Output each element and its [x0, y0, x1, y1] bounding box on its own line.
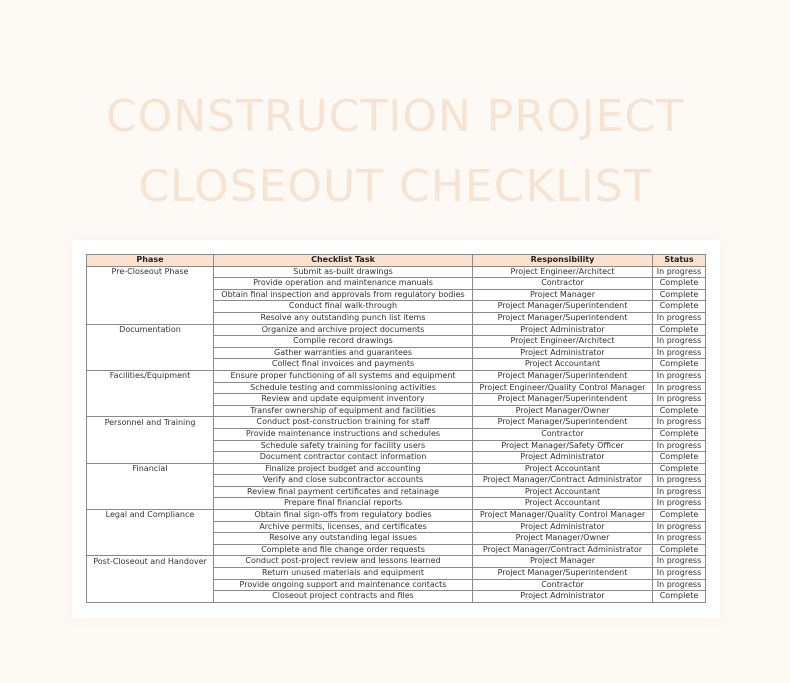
status-cell: In progress — [653, 394, 706, 406]
task-cell: Return unused materials and equipment — [214, 568, 473, 580]
table-row — [87, 533, 706, 545]
phase-cell — [87, 301, 214, 313]
status-cell: In progress — [653, 568, 706, 580]
responsibility-cell: Project Accountant — [473, 463, 653, 475]
phase-cell: Documentation — [87, 324, 214, 336]
responsibility-cell: Project Administrator — [473, 347, 653, 359]
phase-cell — [87, 498, 214, 510]
phase-cell: Pre-Closeout Phase — [87, 266, 214, 278]
phase-cell: Legal and Compliance — [87, 510, 214, 522]
title-line-1: CONSTRUCTION PROJECT — [105, 91, 685, 142]
task-cell: Obtain final inspection and approvals from regulatory bodies — [214, 289, 473, 301]
responsibility-cell: Project Engineer/Architect — [473, 336, 653, 348]
phase-cell — [87, 475, 214, 487]
header-responsibility: Responsibility — [473, 255, 653, 267]
table-row — [87, 278, 706, 290]
task-cell: Review final payment certificates and retainage — [214, 486, 473, 498]
table-body — [87, 266, 706, 602]
phase-cell — [87, 544, 214, 556]
status-cell: Complete — [653, 452, 706, 464]
task-cell: Document contractor contact information — [214, 452, 473, 464]
status-cell: In progress — [653, 312, 706, 324]
responsibility-cell: Project Administrator — [473, 452, 653, 464]
table-row — [87, 510, 706, 522]
task-cell: Schedule safety training for facility users — [214, 440, 473, 452]
table-row — [87, 428, 706, 440]
task-cell: Compile record drawings — [214, 336, 473, 348]
table-row — [87, 347, 706, 359]
table-row — [87, 405, 706, 417]
table-row — [87, 359, 706, 371]
status-cell: Complete — [653, 510, 706, 522]
title-line-2: CLOSEOUT CHECKLIST — [138, 161, 652, 212]
responsibility-cell: Project Administrator — [473, 521, 653, 533]
table-row — [87, 463, 706, 475]
task-cell: Ensure proper functioning of all systems and equipment — [214, 370, 473, 382]
status-cell: Complete — [653, 463, 706, 475]
phase-cell — [87, 521, 214, 533]
table-row — [87, 417, 706, 429]
table-row — [87, 382, 706, 394]
table-row — [87, 521, 706, 533]
phase-cell: Financial — [87, 463, 214, 475]
responsibility-cell: Project Manager/Superintendent — [473, 312, 653, 324]
header-checklist-task: Checklist Task — [214, 255, 473, 267]
table-row — [87, 266, 706, 278]
phase-cell — [87, 486, 214, 498]
status-cell: Complete — [653, 405, 706, 417]
responsibility-cell: Project Administrator — [473, 324, 653, 336]
status-cell: In progress — [653, 440, 706, 452]
table-row — [87, 289, 706, 301]
table-row — [87, 486, 706, 498]
table-row — [87, 312, 706, 324]
table-row — [87, 452, 706, 464]
responsibility-cell: Project Manager/Safety Officer — [473, 440, 653, 452]
table-row — [87, 579, 706, 591]
phase-cell — [87, 336, 214, 348]
responsibility-cell: Project Manager — [473, 289, 653, 301]
table-row — [87, 324, 706, 336]
status-cell: In progress — [653, 382, 706, 394]
table-row — [87, 370, 706, 382]
status-cell: In progress — [653, 498, 706, 510]
task-cell: Finalize project budget and accounting — [214, 463, 473, 475]
task-cell: Provide ongoing support and maintenance contacts — [214, 579, 473, 591]
task-cell: Resolve any outstanding legal issues — [214, 533, 473, 545]
phase-cell — [87, 579, 214, 591]
phase-cell — [87, 382, 214, 394]
task-cell: Conduct final walk-through — [214, 301, 473, 313]
table-row — [87, 475, 706, 487]
responsibility-cell: Project Manager/Owner — [473, 405, 653, 417]
status-cell: In progress — [653, 556, 706, 568]
responsibility-cell: Project Manager/Superintendent — [473, 301, 653, 313]
table-row — [87, 568, 706, 580]
status-cell: In progress — [653, 347, 706, 359]
phase-cell — [87, 312, 214, 324]
task-cell: Review and update equipment inventory — [214, 394, 473, 406]
status-cell: Complete — [653, 428, 706, 440]
responsibility-cell: Project Manager/Contract Administrator — [473, 475, 653, 487]
page-title — [0, 82, 790, 222]
phase-cell — [87, 394, 214, 406]
task-cell: Schedule testing and commissioning activities — [214, 382, 473, 394]
responsibility-cell: Project Engineer/Quality Control Manager — [473, 382, 653, 394]
status-cell: In progress — [653, 266, 706, 278]
task-cell: Provide maintenance instructions and schedules — [214, 428, 473, 440]
responsibility-cell: Project Accountant — [473, 498, 653, 510]
table-row — [87, 440, 706, 452]
task-cell: Complete and file change order requests — [214, 544, 473, 556]
status-cell: In progress — [653, 579, 706, 591]
table-row — [87, 336, 706, 348]
phase-cell — [87, 533, 214, 545]
responsibility-cell: Project Manager/Superintendent — [473, 394, 653, 406]
status-cell: In progress — [653, 475, 706, 487]
responsibility-cell: Project Manager/Superintendent — [473, 568, 653, 580]
responsibility-cell: Project Manager/Superintendent — [473, 417, 653, 429]
responsibility-cell: Contractor — [473, 579, 653, 591]
checklist-table — [86, 254, 706, 603]
header-status: Status — [653, 255, 706, 267]
responsibility-cell: Contractor — [473, 278, 653, 290]
status-cell: In progress — [653, 336, 706, 348]
table-row — [87, 394, 706, 406]
responsibility-cell: Project Engineer/Architect — [473, 266, 653, 278]
table-row — [87, 556, 706, 568]
phase-cell — [87, 440, 214, 452]
status-cell: Complete — [653, 289, 706, 301]
status-cell: In progress — [653, 533, 706, 545]
task-cell: Collect final invoices and payments — [214, 359, 473, 371]
table-row — [87, 301, 706, 313]
responsibility-cell: Project Manager/Contract Administrator — [473, 544, 653, 556]
status-cell: Complete — [653, 544, 706, 556]
status-cell: Complete — [653, 591, 706, 603]
table-row — [87, 498, 706, 510]
phase-cell — [87, 289, 214, 301]
task-cell: Organize and archive project documents — [214, 324, 473, 336]
task-cell: Submit as-built drawings — [214, 266, 473, 278]
phase-cell — [87, 591, 214, 603]
phase-cell — [87, 347, 214, 359]
responsibility-cell: Contractor — [473, 428, 653, 440]
table-row — [87, 591, 706, 603]
responsibility-cell: Project Manager/Quality Control Manager — [473, 510, 653, 522]
phase-cell — [87, 278, 214, 290]
responsibility-cell: Project Accountant — [473, 359, 653, 371]
task-cell: Prepare final financial reports — [214, 498, 473, 510]
phase-cell — [87, 452, 214, 464]
phase-cell — [87, 428, 214, 440]
status-cell: Complete — [653, 278, 706, 290]
table-header-row — [87, 255, 706, 267]
status-cell: Complete — [653, 301, 706, 313]
task-cell: Conduct post-construction training for staff — [214, 417, 473, 429]
phase-cell: Facilities/Equipment — [87, 370, 214, 382]
status-cell: In progress — [653, 521, 706, 533]
status-cell: In progress — [653, 417, 706, 429]
task-cell: Closeout project contracts and files — [214, 591, 473, 603]
task-cell: Provide operation and maintenance manuals — [214, 278, 473, 290]
phase-cell — [87, 359, 214, 371]
header-phase: Phase — [87, 255, 214, 267]
responsibility-cell: Project Manager/Owner — [473, 533, 653, 545]
phase-cell: Post-Closeout and Handover — [87, 556, 214, 568]
responsibility-cell: Project Accountant — [473, 486, 653, 498]
phase-cell — [87, 568, 214, 580]
checklist-card — [72, 240, 720, 618]
task-cell: Verify and close subcontractor accounts — [214, 475, 473, 487]
task-cell: Obtain final sign-offs from regulatory bodies — [214, 510, 473, 522]
table-row — [87, 544, 706, 556]
task-cell: Conduct post-project review and lessons learned — [214, 556, 473, 568]
status-cell: In progress — [653, 486, 706, 498]
phase-cell — [87, 405, 214, 417]
responsibility-cell: Project Manager/Superintendent — [473, 370, 653, 382]
status-cell: In progress — [653, 370, 706, 382]
phase-cell: Personnel and Training — [87, 417, 214, 429]
task-cell: Archive permits, licenses, and certificates — [214, 521, 473, 533]
status-cell: Complete — [653, 324, 706, 336]
responsibility-cell: Project Administrator — [473, 591, 653, 603]
status-cell: Complete — [653, 359, 706, 371]
responsibility-cell: Project Manager — [473, 556, 653, 568]
task-cell: Gather warranties and guarantees — [214, 347, 473, 359]
task-cell: Transfer ownership of equipment and facilities — [214, 405, 473, 417]
task-cell: Resolve any outstanding punch list items — [214, 312, 473, 324]
